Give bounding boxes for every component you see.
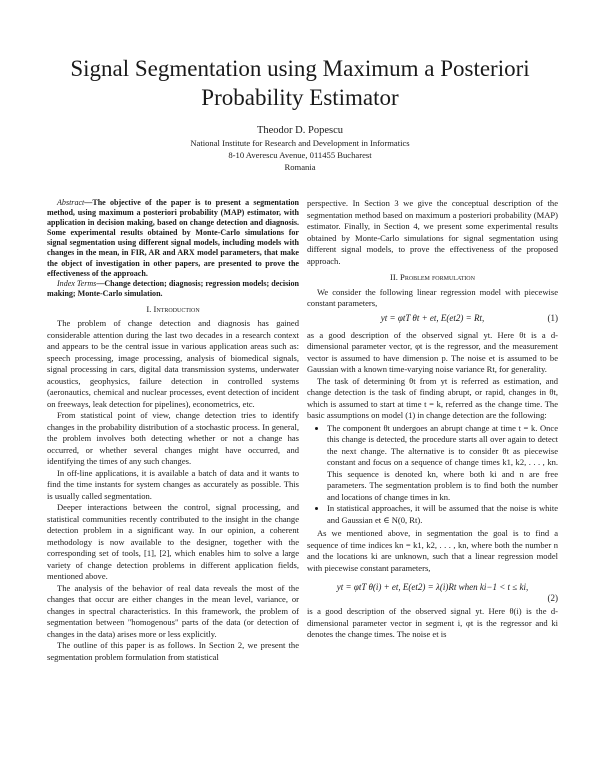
section-heading: I. Introduction: [146, 303, 200, 314]
abstract: [47, 198, 299, 279]
affiliation-line: 8-10 Averescu Avenue, 011455 Bucharest: [228, 150, 372, 160]
assumption-list: [307, 423, 558, 527]
equation-number: (1): [547, 312, 558, 323]
index-terms-text: —Change detection; diagnosis; regression models; decision making; Monte-Carlo simulation.: [47, 278, 299, 298]
list-item: • In statistical approaches, it will be assumed that the noise is white and Gaussian et ∈ N(0, Rt).: [327, 503, 558, 526]
abstract-text: —The objective of the paper is to present a segmentation method, using maximum a posteriori probability (MAP) estimator, with application in decision making, based on change detection and diagnosis. Some experimental results obtained by Monte-Carlo simulations for signal segmentation using different signal models, including models with changes in the mean, in FIR, AR and ARX model parameters, that make the object of investigation in other papers, are presented to prove the effectiveness of the approach.: [47, 198, 299, 278]
affiliation-line: Romania: [284, 162, 316, 172]
paragraph: The task of determining θt from yt is referred as estimation, and change detection is the task of finding abrupt, or rapid, changes in θt, which is assumed to start at time t = k, referred as the change time. The basic assumptions on model (1) in change detection are the following:: [307, 375, 558, 420]
equation-1: [307, 310, 558, 330]
equation-body: yt = φtT θt + et, E(et2) = Rt,: [380, 312, 485, 323]
affiliation-line: National Institute for Research and Development in Informatics: [190, 138, 410, 148]
list-item: • The component θt undergoes an abrupt change at time t = k. Once this change is detected, the procedure starts all over again to detect the next change. The alternative is to consider θt as piecewise constant and focus on a sequence of change times k1, k2, . . . , kn. This sequence is denoted kn, where both ki and n are free parameters. The segmentation problem is to find both the number and locations of change times in kn.: [327, 423, 558, 504]
paragraph: perspective. In Section 3 we give the conceptual description of the segmentation method based on maximum a posteriori probability (MAP) estimator. Finally, in Section 4, we present some experimental results obtained by Monte-Carlo simulations for signal segmentation using different signal models, to prove the effectiveness of the proposed approach.: [307, 198, 558, 266]
paragraph: The analysis of the behavior of real data reveals the most of the changes that occur are either changes in the mean level, variance, or changes in spectral characteristics. In this framework, the problem of segmentation between "homogenous" parts of the data (or detection of changes in the data) arises more or less explicitly.: [47, 582, 299, 639]
paragraph: In off-line applications, it is available a batch of data and it wants to find the time instants for system changes as accurately as possible. This is usually called segmentation.: [47, 467, 299, 501]
index-terms-label: Index Terms: [57, 278, 97, 288]
abstract-label: Abstract: [57, 198, 85, 207]
left-column: [47, 198, 299, 663]
paragraph: As we mentioned above, in segmentation the goal is to find a sequence of time indices kn = k1, k2, . . . , kn, where both the number n and the locations ki are unknown, such that a linear regression model with piecewise constant parameters,: [307, 528, 558, 573]
right-column: [307, 198, 558, 641]
equation-2: [307, 580, 558, 606]
paragraph: We consider the following linear regression model with piecewise constant parameters,: [307, 286, 558, 308]
paragraph: From statistical point of view, change detection tries to identify changes in the probability distribution of a stochastic process. In general, the problem involves both detecting whether or not a change has occurred, or whether several changes might have occurred, and identifying the times of any such changes.: [47, 410, 299, 467]
equation-body: yt = φtT θ(i) + et, E(et2) = λ(i)Rt when ki−1 < t ≤ ki,: [336, 582, 529, 592]
paragraph: The problem of change detection and diagnosis has gained considerable attention during the last two decades in a research context and appears to be the central issue in various application areas such as: speech processing, image processing, analysis of biomedical signals, signal processing in cars, digital data transmission systems, underwater acoustics, geophysics, failure detection in controlled systems (aeronautics, chemical and nuclear processes, event detection of incident on freeways, leak detection for pipelines), econometrics, etc.: [47, 318, 299, 409]
equation-number: (2): [547, 593, 558, 603]
paragraph: is a good description of the observed signal yt. Here θ(i) is the d-dimensional parameter vector in segment i, φt is the regressor and ki denotes the change times. The noise et is: [307, 606, 558, 639]
paragraph: Deeper interactions between the control, signal processing, and statistical communities recently contributed to the insight in the change detection problem in a significant way. In our opinion, a coherent methodology is now available to the designer, together with the corresponding set of tools, [1], [2], which enables him to solve a large variety of change detection problems in different application fields, mentioned above.: [47, 502, 299, 582]
paragraph: as a good description of the observed signal yt. Here θt is a d-dimensional parameter vector, φt is the regressor, and the measurement vector is assumed to have dimension p. The noise et is assumed to be Gaussian with a known time-varying noise variance Rt, for generality.: [307, 329, 558, 374]
paper-title: Signal Segmentation using Maximum a Posteriori Probability Estimator: [70, 56, 530, 110]
index-terms: [47, 279, 299, 299]
affiliation: [0, 137, 600, 173]
section-heading: II. Problem formulation: [390, 272, 475, 282]
author-name: Theodor D. Popescu: [256, 125, 344, 136]
paragraph: The outline of this paper is as follows. In Section 2, we present the segmentation problem formulation from statistical: [47, 640, 299, 662]
